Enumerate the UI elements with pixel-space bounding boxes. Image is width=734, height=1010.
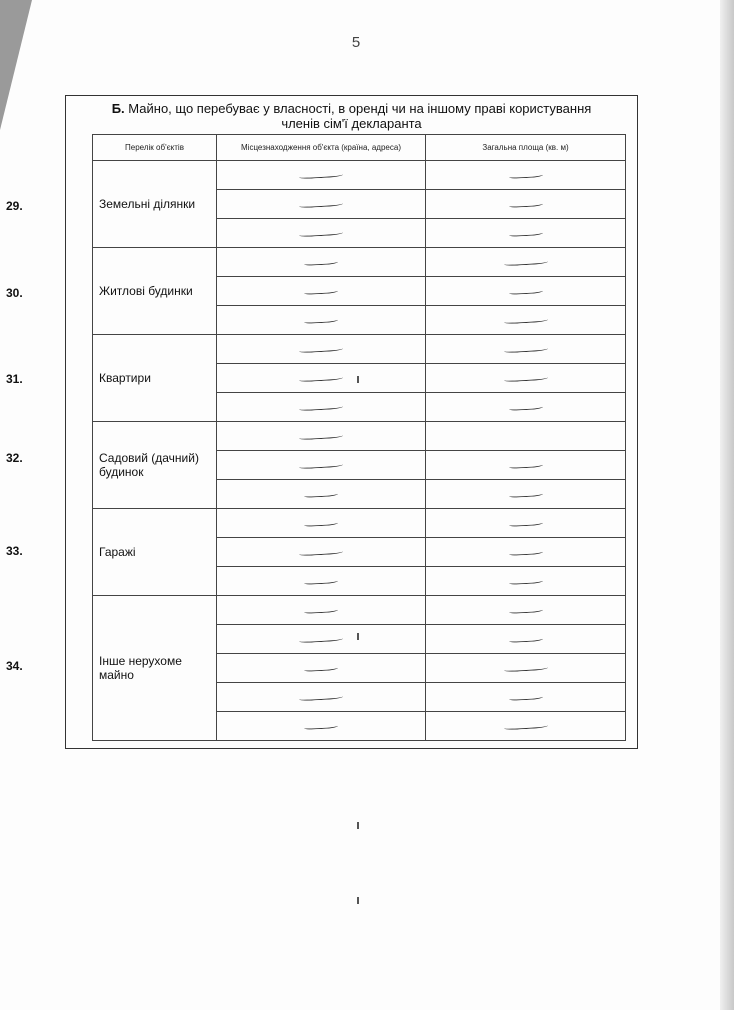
location-cell <box>217 219 426 248</box>
location-cell <box>217 625 426 654</box>
dash-mark <box>508 577 542 585</box>
area-cell <box>426 364 626 393</box>
location-cell <box>217 596 426 625</box>
scan-mark <box>357 822 359 829</box>
dash-mark <box>304 519 338 527</box>
location-cell <box>217 335 426 364</box>
dash-mark <box>299 171 343 179</box>
category-garages: Гаражі <box>93 509 217 596</box>
header-area: Загальна площа (кв. м) <box>426 135 626 161</box>
dash-mark <box>508 200 542 208</box>
table-row <box>93 161 626 190</box>
dash-mark <box>304 258 338 266</box>
location-cell <box>217 509 426 538</box>
dash-mark <box>299 693 343 701</box>
dash-mark <box>508 171 542 179</box>
dash-mark <box>503 664 547 672</box>
area-cell <box>426 161 626 190</box>
dash-mark <box>503 258 547 266</box>
dash-mark <box>299 432 343 440</box>
scan-mark <box>357 633 359 640</box>
dash-mark <box>508 287 542 295</box>
area-cell <box>426 625 626 654</box>
dash-mark <box>508 490 542 498</box>
category-houses: Житлові будинки <box>93 248 217 335</box>
scan-edge <box>720 0 734 1010</box>
location-cell <box>217 277 426 306</box>
dash-mark <box>508 461 542 469</box>
area-cell <box>426 509 626 538</box>
dash-mark <box>503 345 547 353</box>
category-apartments: Квартири <box>93 335 217 422</box>
location-cell <box>217 567 426 596</box>
dash-mark <box>299 229 343 237</box>
dash-mark <box>508 693 542 701</box>
location-cell <box>217 451 426 480</box>
scan-mark <box>357 376 359 383</box>
section-letter: Б. <box>111 101 125 116</box>
table-row <box>93 335 626 364</box>
section-title-line1: Майно, що перебуває у власності, в оренді чи на іншому праві користування <box>128 101 592 116</box>
dash-mark <box>299 548 343 556</box>
row-number-31: 31. <box>6 372 23 386</box>
dash-mark <box>508 548 542 556</box>
area-cell <box>426 393 626 422</box>
table-row <box>93 248 626 277</box>
area-cell <box>426 654 626 683</box>
row-number-30: 30. <box>6 286 23 300</box>
row-number-34: 34. <box>6 659 23 673</box>
dash-mark <box>299 374 343 382</box>
area-cell <box>426 567 626 596</box>
section-title <box>66 101 637 131</box>
dash-mark <box>304 577 338 585</box>
area-cell <box>426 219 626 248</box>
header-location: Місцезнаходження об'єкта (країна, адреса) <box>217 135 426 161</box>
location-cell <box>217 683 426 712</box>
section-title-line2: членів сім'ї декларанта <box>281 116 422 131</box>
location-cell <box>217 306 426 335</box>
location-cell <box>217 364 426 393</box>
dash-mark <box>503 374 547 382</box>
dash-mark <box>508 606 542 614</box>
dash-mark <box>304 316 338 324</box>
dash-mark <box>299 461 343 469</box>
area-cell <box>426 248 626 277</box>
area-cell <box>426 422 626 451</box>
dash-mark <box>304 722 338 730</box>
dash-mark <box>508 403 542 411</box>
location-cell <box>217 480 426 509</box>
dash-mark <box>299 635 343 643</box>
category-country-house: Садовий (дачний) будинок <box>93 422 217 509</box>
category-other-real-estate: Інше нерухоме майно <box>93 596 217 741</box>
dash-mark <box>299 403 343 411</box>
area-cell <box>426 683 626 712</box>
dash-mark <box>299 345 343 353</box>
category-land: Земельні ділянки <box>93 161 217 248</box>
area-cell <box>426 480 626 509</box>
dash-mark <box>299 200 343 208</box>
row-number-32: 32. <box>6 451 23 465</box>
property-table <box>92 134 626 741</box>
area-cell <box>426 538 626 567</box>
scan-mark <box>357 897 359 904</box>
header-object-list: Перелік об'єктів <box>93 135 217 161</box>
location-cell <box>217 538 426 567</box>
dash-mark <box>503 722 547 730</box>
dash-mark <box>508 635 542 643</box>
dash-mark <box>304 287 338 295</box>
location-cell <box>217 654 426 683</box>
dash-mark <box>304 606 338 614</box>
area-cell <box>426 451 626 480</box>
dash-mark <box>304 664 338 672</box>
location-cell <box>217 161 426 190</box>
row-number-29: 29. <box>6 199 23 213</box>
location-cell <box>217 248 426 277</box>
area-cell <box>426 596 626 625</box>
table-header-row <box>93 135 626 161</box>
area-cell <box>426 335 626 364</box>
dash-mark <box>508 519 542 527</box>
table-row <box>93 422 626 451</box>
area-cell <box>426 190 626 219</box>
table-row <box>93 596 626 625</box>
area-cell <box>426 712 626 741</box>
dash-mark <box>304 490 338 498</box>
location-cell <box>217 422 426 451</box>
row-number-33: 33. <box>6 544 23 558</box>
scan-shadow <box>0 0 32 130</box>
area-cell <box>426 306 626 335</box>
table-row <box>93 509 626 538</box>
dash-mark <box>508 229 542 237</box>
area-cell <box>426 277 626 306</box>
dash-mark <box>503 316 547 324</box>
page-number: 5 <box>351 34 361 51</box>
location-cell <box>217 393 426 422</box>
location-cell <box>217 190 426 219</box>
location-cell <box>217 712 426 741</box>
